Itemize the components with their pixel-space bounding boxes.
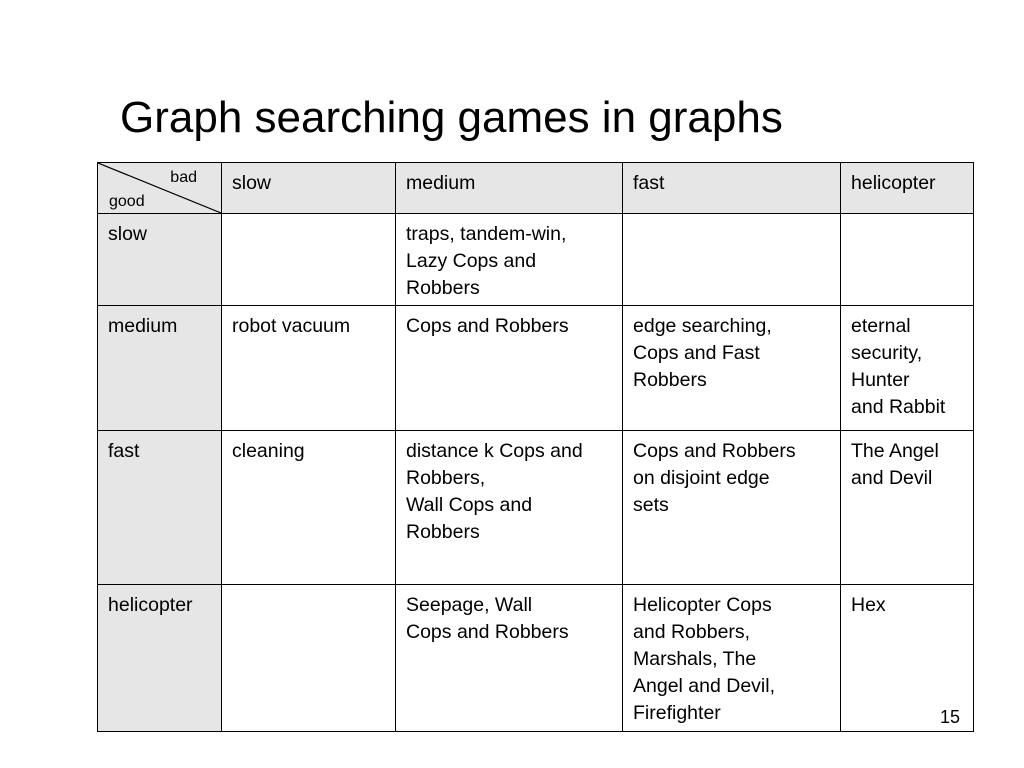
cell-text-line: Cops and Robbers: [406, 315, 569, 337]
cell-text-line: Firefighter: [633, 702, 721, 724]
row-header: medium: [98, 306, 222, 431]
corner-label-bad: bad: [170, 169, 197, 186]
cell-text-line: Robbers: [633, 369, 707, 391]
table-cell: [623, 431, 841, 585]
cell-text-line: Cops and Fast: [633, 342, 760, 364]
column-header: helicopter: [841, 163, 974, 214]
row-header: fast: [98, 431, 222, 585]
column-header: medium: [396, 163, 623, 214]
table-cell: [623, 214, 841, 306]
cell-text-line: Angel and Devil,: [633, 675, 776, 697]
slide-page-number: 15: [940, 707, 961, 727]
table-cell: [222, 214, 396, 306]
table-cell: [396, 306, 623, 431]
table-row: [98, 306, 974, 431]
cell-text-line: and Rabbit: [851, 396, 946, 418]
games-table-container: [97, 162, 974, 732]
table-cell: [841, 306, 974, 431]
table-header-row: [98, 163, 974, 214]
table-cell: [623, 585, 841, 732]
cell-text-line: Helicopter Cops: [633, 594, 772, 616]
table-row: [98, 214, 974, 306]
slide-title: Graph searching games in graphs: [120, 93, 783, 142]
table-cell: [396, 214, 623, 306]
cell-text-line: Cops and Robbers: [633, 440, 796, 462]
cell-text-line: Hunter: [851, 369, 910, 391]
cell-text-line: Hex: [851, 594, 886, 616]
cell-text-line: Robbers: [406, 277, 480, 299]
table-cell: [222, 585, 396, 732]
cell-text-line: The Angel: [851, 440, 939, 462]
table-cell: [841, 431, 974, 585]
cell-text-line: Robbers,: [406, 467, 486, 489]
cell-text-line: security,: [851, 342, 923, 364]
cell-text-line: sets: [633, 494, 669, 516]
cell-text-line: cleaning: [232, 440, 305, 462]
table-row: [98, 431, 974, 585]
cell-text-line: traps, tandem-win,: [406, 223, 567, 245]
table-cell: [396, 585, 623, 732]
table-cell: [222, 306, 396, 431]
cell-text-line: and Robbers,: [633, 621, 751, 643]
table-row: [98, 585, 974, 732]
cell-text-line: robot vacuum: [232, 315, 351, 337]
table-cell: [222, 431, 396, 585]
cell-text-line: Robbers: [406, 521, 480, 543]
cell-text-line: Wall Cops and: [406, 494, 533, 516]
cell-text-line: and Devil: [851, 467, 933, 489]
row-header: slow: [98, 214, 222, 306]
table-cell: [623, 306, 841, 431]
cell-text-line: eternal: [851, 315, 911, 337]
cell-text-line: Marshals, The: [633, 648, 757, 670]
cell-text-line: Lazy Cops and: [406, 250, 537, 272]
table-cell: [841, 214, 974, 306]
column-header: fast: [623, 163, 841, 214]
corner-label-good: good: [109, 193, 145, 210]
cell-text-line: Cops and Robbers: [406, 621, 569, 643]
games-table: [97, 162, 974, 732]
corner-cell: [98, 163, 222, 214]
cell-text-line: on disjoint edge: [633, 467, 770, 489]
cell-text-line: distance k Cops and: [406, 440, 583, 462]
column-header: slow: [222, 163, 396, 214]
table-cell: [396, 431, 623, 585]
cell-text-line: Seepage, Wall: [406, 594, 533, 616]
row-header: helicopter: [98, 585, 222, 732]
cell-text-line: edge searching,: [633, 315, 772, 337]
